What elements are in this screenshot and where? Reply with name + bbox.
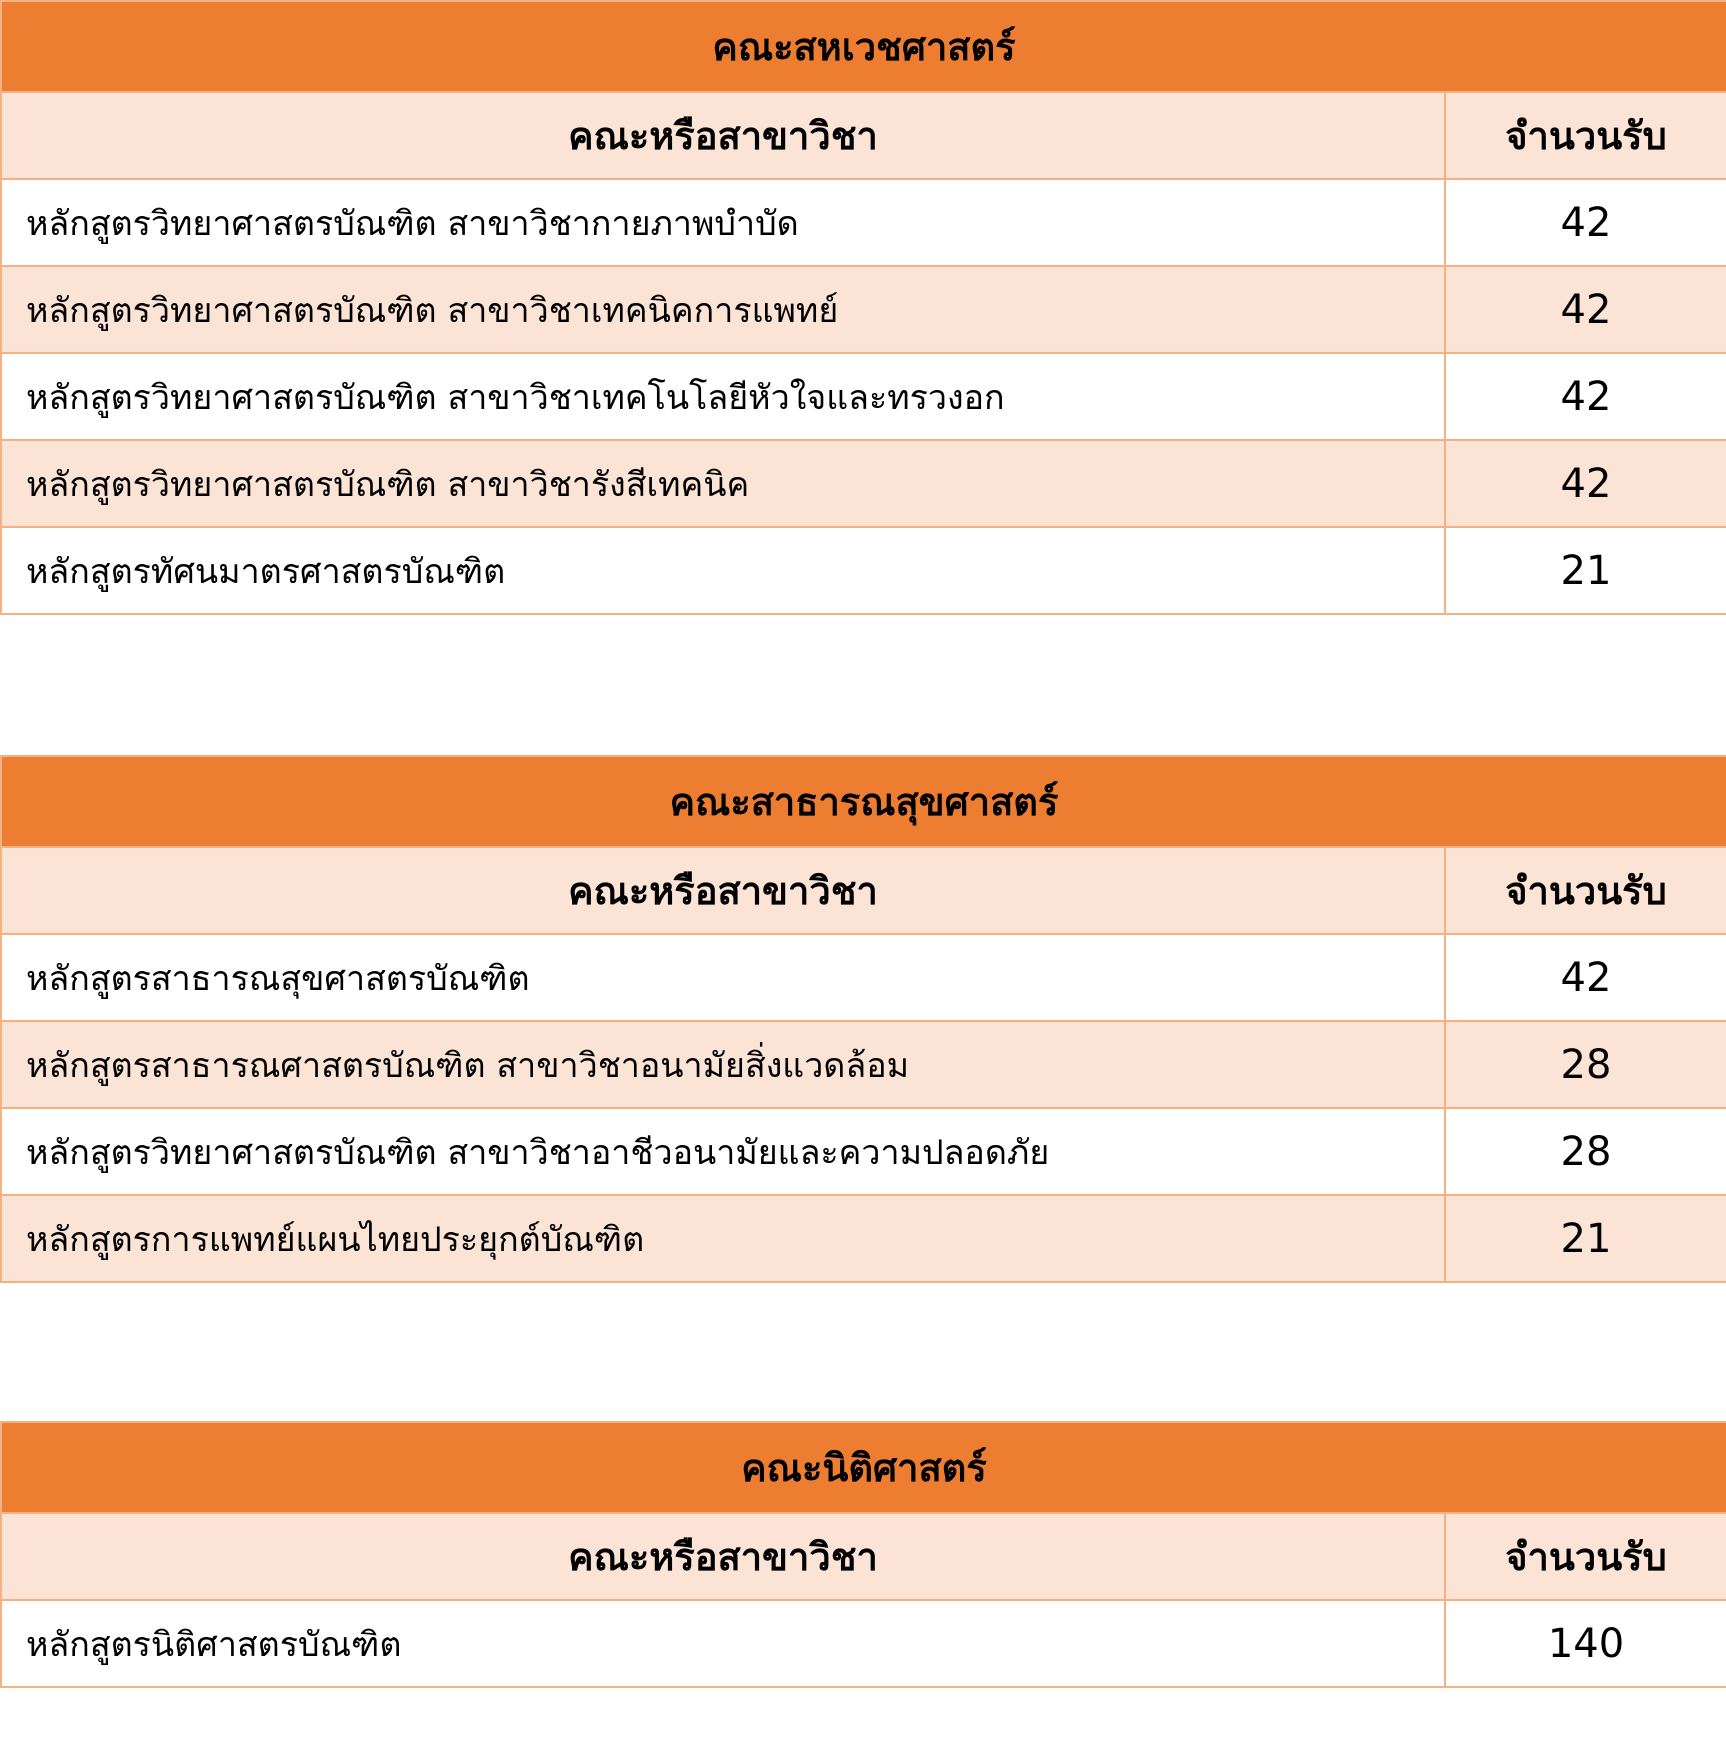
program-column-header: คณะหรือสาขาวิชา	[1, 847, 1445, 934]
faculty-table-public-health	[0, 755, 1726, 1283]
table-row	[1, 1600, 1726, 1687]
admission-count: 140	[1445, 1600, 1726, 1687]
faculty-table-allied-health	[0, 0, 1726, 615]
count-column-header: จำนวนรับ	[1445, 1513, 1726, 1600]
table-header-row	[1, 92, 1726, 179]
program-name: หลักสูตรวิทยาศาสตรบัณฑิต สาขาวิชาอาชีวอนามัยและความปลอดภัย	[1, 1108, 1445, 1195]
program-name: หลักสูตรสาธารณสุขศาสตรบัณฑิต	[1, 934, 1445, 1021]
table-row	[1, 1195, 1726, 1282]
table-row	[1, 1108, 1726, 1195]
table-row	[1, 1021, 1726, 1108]
table-header-row	[1, 1513, 1726, 1600]
faculty-title: คณะนิติศาสตร์	[1, 1422, 1726, 1513]
faculty-title-row	[1, 1, 1726, 92]
program-name: หลักสูตรวิทยาศาสตรบัณฑิต สาขาวิชาเทคนิคการแพทย์	[1, 266, 1445, 353]
admission-count: 42	[1445, 179, 1726, 266]
table-row	[1, 527, 1726, 614]
admission-count: 21	[1445, 527, 1726, 614]
program-name: หลักสูตรนิติศาสตรบัณฑิต	[1, 1600, 1445, 1687]
table-row	[1, 440, 1726, 527]
admission-count: 28	[1445, 1021, 1726, 1108]
program-name: หลักสูตรการแพทย์แผนไทยประยุกต์บัณฑิต	[1, 1195, 1445, 1282]
admission-count: 21	[1445, 1195, 1726, 1282]
table-header-row	[1, 847, 1726, 934]
table-row	[1, 353, 1726, 440]
faculty-title-row	[1, 1422, 1726, 1513]
program-column-header: คณะหรือสาขาวิชา	[1, 1513, 1445, 1600]
admission-count: 42	[1445, 440, 1726, 527]
faculty-title-row	[1, 756, 1726, 847]
program-name: หลักสูตรวิทยาศาสตรบัณฑิต สาขาวิชาเทคโนโลยีหัวใจและทรวงอก	[1, 353, 1445, 440]
program-name: หลักสูตรทัศนมาตรศาสตรบัณฑิต	[1, 527, 1445, 614]
table-row	[1, 179, 1726, 266]
count-column-header: จำนวนรับ	[1445, 92, 1726, 179]
program-name: หลักสูตรสาธารณศาสตรบัณฑิต สาขาวิชาอนามัยสิ่งแวดล้อม	[1, 1021, 1445, 1108]
table-row	[1, 266, 1726, 353]
program-column-header: คณะหรือสาขาวิชา	[1, 92, 1445, 179]
program-name: หลักสูตรวิทยาศาสตรบัณฑิต สาขาวิชารังสีเทคนิค	[1, 440, 1445, 527]
admission-count: 42	[1445, 353, 1726, 440]
table-row	[1, 934, 1726, 1021]
faculty-title: คณะสหเวชศาสตร์	[1, 1, 1726, 92]
faculty-title: คณะสาธารณสุขศาสตร์	[1, 756, 1726, 847]
program-name: หลักสูตรวิทยาศาสตรบัณฑิต สาขาวิชากายภาพบำบัด	[1, 179, 1445, 266]
count-column-header: จำนวนรับ	[1445, 847, 1726, 934]
faculty-table-law	[0, 1421, 1726, 1688]
admission-count: 42	[1445, 934, 1726, 1021]
admission-count: 28	[1445, 1108, 1726, 1195]
admission-count: 42	[1445, 266, 1726, 353]
